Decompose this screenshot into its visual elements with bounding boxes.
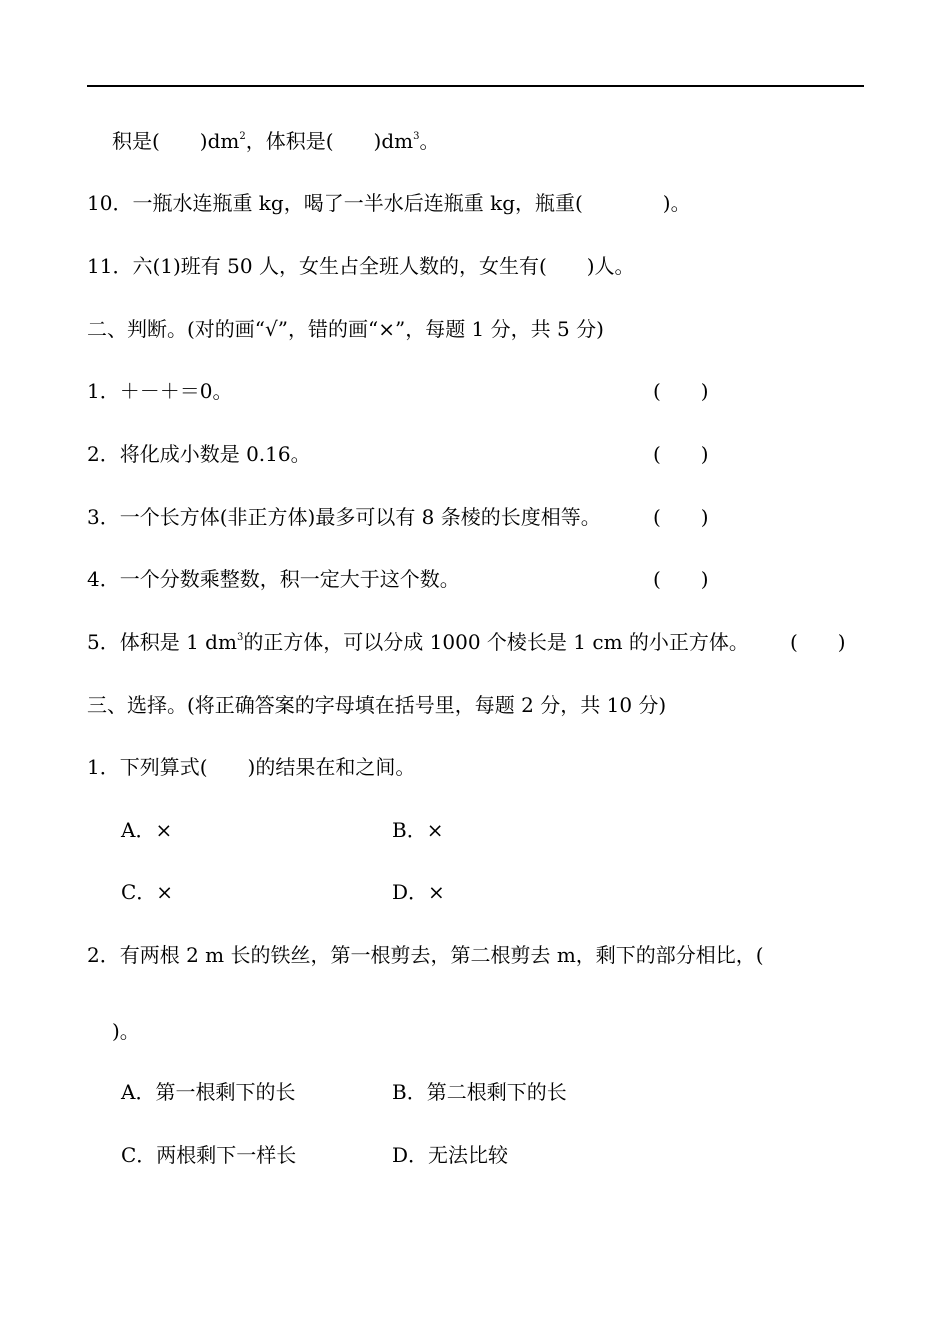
choice-q2-option-d: D．无法比较: [392, 1143, 509, 1167]
question-10: 10．一瓶水连瓶重 kg，喝了一半水后连瓶重 kg，瓶重( )。: [87, 191, 691, 215]
choice-q2: 2．有两根 2 m 长的铁丝，第一根剪去，第二根剪去 m，剩下的部分相比，(: [87, 943, 764, 967]
choice-q1-option-c: C．×: [121, 880, 174, 904]
header-rule: [87, 85, 864, 87]
judge-q5: 5．体积是 1 $dm^3$的正方体，可以分成 1000 个棱长是 1 cm 的小正方体。: [87, 630, 749, 654]
judge-q4-answer-paren: ( ): [653, 567, 709, 591]
choice-q1-option-d: D．×: [392, 880, 445, 904]
judge-q4: 4．一个分数乘整数，积一定大于这个数。: [87, 567, 460, 591]
choice-q2-option-b: B．第二根剩下的长: [392, 1080, 567, 1104]
choice-q1: 1．下列算式( )的结果在和之间。: [87, 755, 416, 779]
question-11: 11．六(1)班有 50 人，女生占全班人数的，女生有( )人。: [87, 254, 635, 278]
choice-q1-option-a: A．×: [121, 818, 173, 842]
judge-q2: 2．将化成小数是 0.16。: [87, 442, 311, 466]
judge-q1: 1．＋－＋＝0。: [87, 379, 233, 403]
choice-q2-option-a: A．第一根剩下的长: [121, 1080, 296, 1104]
choice-q2-option-c: C．两根剩下一样长: [121, 1143, 297, 1167]
judge-q3: 3．一个长方体(非正方体)最多可以有 8 条棱的长度相等。: [87, 505, 601, 529]
section2-heading: 二、判断。(对的画“√”，错的画“×”，每题 1 分，共 5 分): [87, 317, 604, 341]
judge-q2-answer-paren: ( ): [653, 442, 709, 466]
choice-q1-option-b: B．×: [392, 818, 444, 842]
section3-heading: 三、选择。(将正确答案的字母填在括号里，每题 2 分，共 10 分): [87, 693, 667, 717]
judge-q3-answer-paren: ( ): [653, 505, 709, 529]
judge-q5-answer-paren: ( ): [790, 630, 846, 654]
line-area-volume: 积是( )$dm^2$，体积是( )$dm^3$。: [112, 129, 440, 153]
choice-q2-end: )。: [112, 1019, 140, 1043]
judge-q1-answer-paren: ( ): [653, 379, 709, 403]
